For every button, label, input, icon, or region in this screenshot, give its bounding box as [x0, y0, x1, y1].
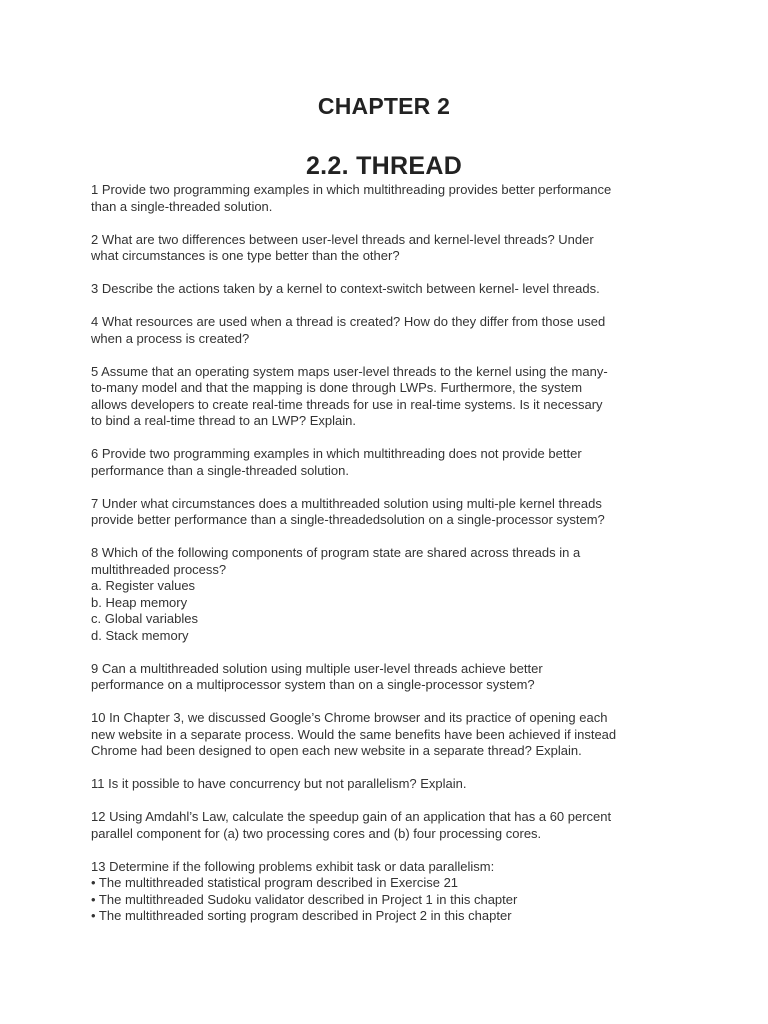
question-line: 10 In Chapter 3, we discussed Google’s Chrome browser and its practice of opening each [91, 710, 608, 725]
question-item [91, 859, 691, 925]
question-item [91, 232, 691, 265]
chapter-title: CHAPTER 2 [317, 93, 451, 119]
question-line: • The multithreaded Sudoku validator described in Project 1 in this chapter [91, 891, 518, 907]
section-title: 2.2. THREAD [305, 152, 463, 180]
question-line: provide better performance than a single-threadedsolution on a single-processor system? [91, 512, 605, 527]
question-line: • The multithreaded sorting program described in Project 2 in this chapter [91, 908, 512, 923]
question-line: 9 Can a multithreaded solution using multiple user-level threads achieve better [91, 660, 543, 676]
question-line: 8 Which of the following components of program state are shared across threads in a [91, 545, 581, 560]
question-line: performance on a multiprocessor system than on a single-processor system? [91, 677, 535, 692]
question-line: 7 Under what circumstances does a multithreaded solution using multi-ple kernel threads [91, 495, 602, 511]
question-line: to bind a real-time thread to an LWP? Explain. [91, 413, 356, 428]
question-line: 4 What resources are used when a thread is created? How do they differ from those used [91, 314, 606, 329]
question-item [91, 545, 691, 644]
question-line: 2 What are two differences between user-level threads and kernel-level threads? Under [91, 231, 594, 247]
question-item [91, 446, 691, 479]
question-line: than a single-threaded solution. [91, 198, 273, 214]
question-item [91, 661, 691, 694]
question-item [91, 710, 691, 760]
question-item [91, 364, 691, 430]
question-line: to-many model and that the mapping is done through LWPs. Furthermore, the system [91, 380, 583, 395]
question-line: 12 Using Amdahl’s Law, calculate the speedup gain of an application that has a 60 percent [91, 809, 612, 824]
question-item [91, 809, 691, 842]
question-line: a. Register values [91, 578, 196, 593]
question-line: allows developers to create real-time threads for use in real-time systems. Is it necessary [91, 396, 603, 412]
question-line: • The multithreaded statistical program described in Exercise 21 [91, 875, 459, 890]
question-line: 6 Provide two programming examples in which multithreading does not provide better [91, 446, 582, 461]
question-item [91, 314, 691, 347]
question-line: Chrome had been designed to open each new website in a separate thread? Explain. [91, 743, 582, 758]
question-line: b. Heap memory [91, 594, 188, 610]
question-line: 11 Is it possible to have concurrency but not parallelism? Explain. [91, 776, 467, 791]
question-line: when a process is created? [91, 330, 250, 346]
question-line: 5 Assume that an operating system maps user-level threads to the kernel using the many- [91, 363, 608, 379]
question-line: 1 Provide two programming examples in which multithreading provides better performance [91, 182, 612, 197]
question-line: new website in a separate process. Would the same benefits have been achieved if instead [91, 726, 617, 742]
question-line: performance than a single-threaded solution. [91, 462, 349, 478]
question-item [91, 281, 691, 298]
question-line: parallel component for (a) two processing cores and (b) four processing cores. [91, 825, 542, 841]
question-item [91, 496, 691, 529]
question-line: what circumstances is one type better than the other? [91, 248, 400, 263]
question-line: multithreaded process? [91, 561, 227, 577]
question-line: c. Global variables [91, 611, 198, 626]
question-list [91, 182, 691, 941]
question-item [91, 776, 691, 793]
question-line: d. Stack memory [91, 627, 189, 643]
question-item [91, 182, 691, 215]
question-line: 13 Determine if the following problems exhibit task or data parallelism: [91, 858, 495, 874]
question-line: 3 Describe the actions taken by a kernel to context-switch between kernel- level threads. [91, 281, 600, 296]
